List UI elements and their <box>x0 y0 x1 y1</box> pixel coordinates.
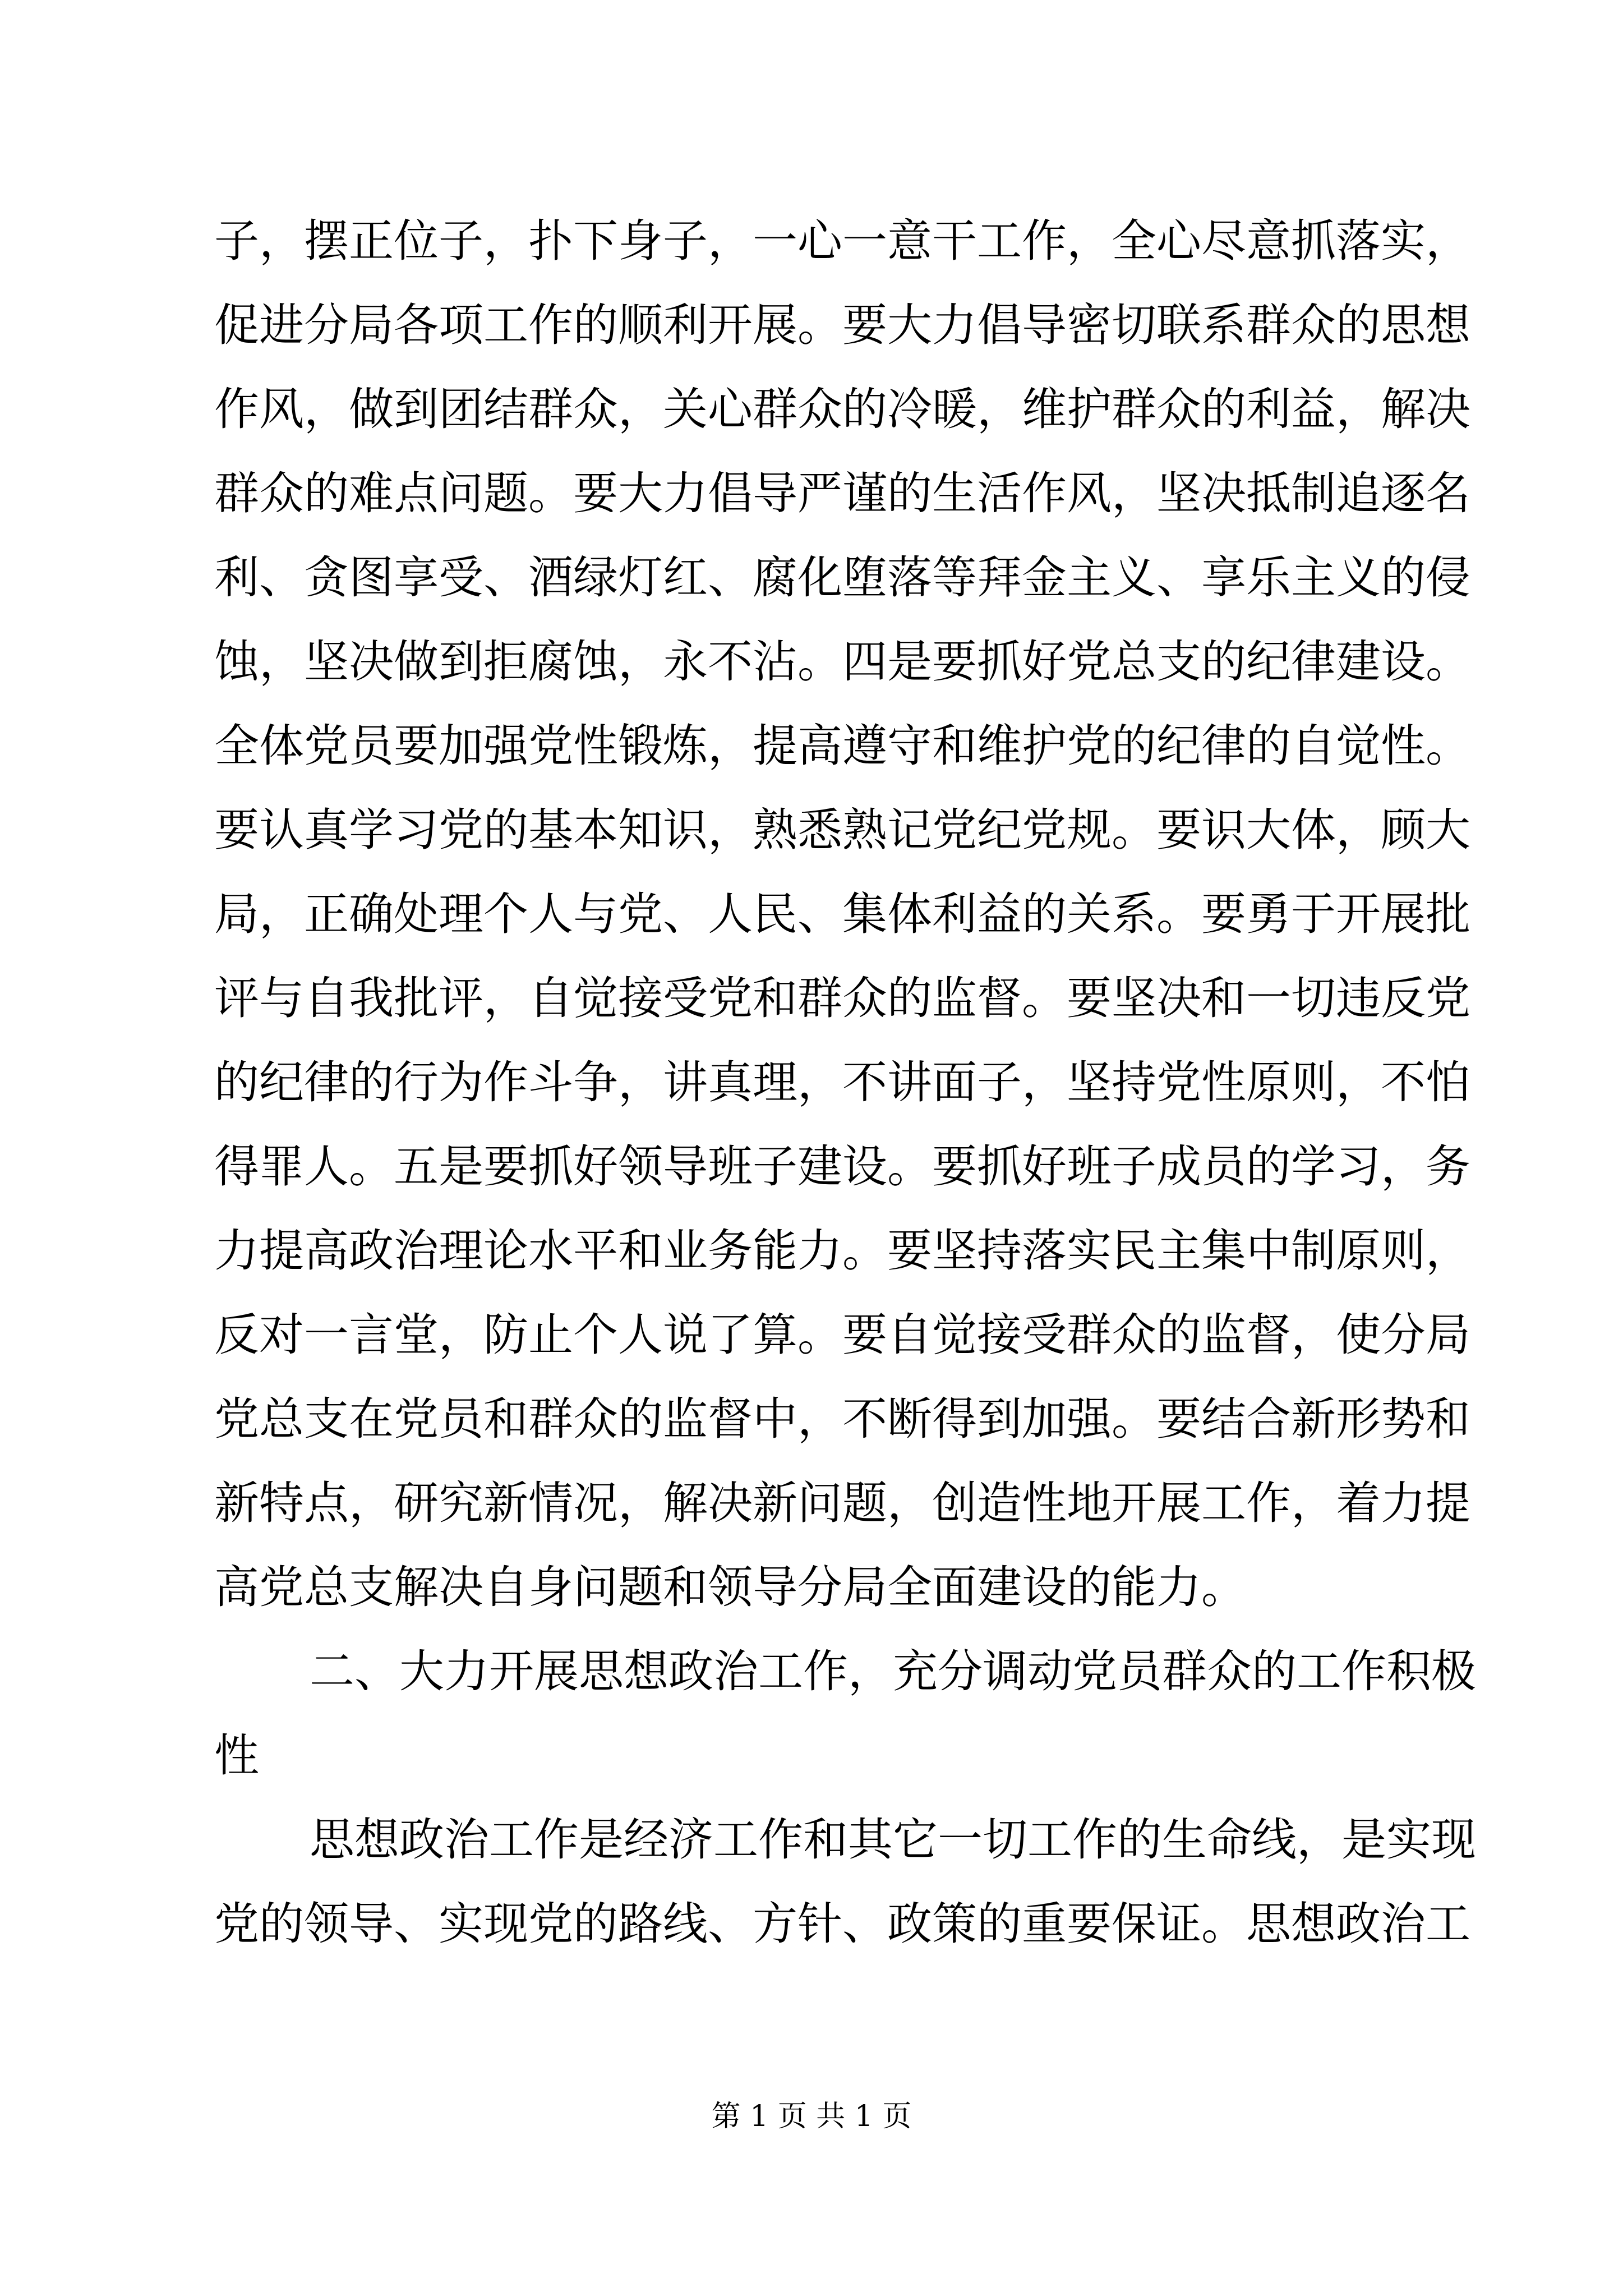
section-heading-line: 二、大力开展思想政治工作，充分调动党员群众的工作积极 <box>310 1645 1476 1697</box>
text-line: 要认真学习党的基本知识，熟悉熟记党纪党规。要识大体，顾大 <box>214 804 1470 856</box>
text-line: 党总支在党员和群众的监督中，不断得到加强。要结合新形势和 <box>214 1393 1470 1445</box>
text-line: 党的领导、实现党的路线、方针、政策的重要保证。思想政治工 <box>214 1898 1470 1950</box>
text-line: 力提高政治理论水平和业务能力。要坚持落实民主集中制原则， <box>214 1225 1470 1277</box>
text-line: 利、贪图享受、酒绿灯红、腐化堕落等拜金主义、享乐主义的侵 <box>214 551 1470 604</box>
text-line: 反对一言堂，防止个人说了算。要自觉接受群众的监督，使分局 <box>214 1309 1470 1361</box>
text-line: 全体党员要加强党性锻炼，提高遵守和维护党的纪律的自觉性。 <box>214 720 1470 772</box>
text-line: 作风，做到团结群众，关心群众的冷暖，维护群众的利益，解决 <box>214 383 1470 435</box>
text-line: 的纪律的行为作斗争，讲真理，不讲面子，坚持党性原则，不怕 <box>214 1056 1470 1108</box>
text-line: 思想政治工作是经济工作和其它一切工作的生命线，是实现 <box>310 1814 1476 1866</box>
page-number-footer: 第 1 页 共 1 页 <box>711 2100 912 2133</box>
section-heading-line: 性 <box>214 1729 259 1782</box>
text-line: 得罪人。五是要抓好领导班子建设。要抓好班子成员的学习，务 <box>214 1140 1470 1193</box>
text-line: 局，正确处理个人与党、人民、集体利益的关系。要勇于开展批 <box>214 888 1470 940</box>
text-line: 新特点，研究新情况，解决新问题，创造性地开展工作，着力提 <box>214 1477 1470 1529</box>
text-line: 蚀，坚决做到拒腐蚀，永不沾。四是要抓好党总支的纪律建设。 <box>214 636 1470 688</box>
text-line: 高党总支解决自身问题和领导分局全面建设的能力。 <box>214 1561 1246 1613</box>
text-line: 子，摆正位子，扑下身子，一心一意干工作，全心尽意抓落实， <box>214 215 1470 267</box>
text-line: 促进分局各项工作的顺利开展。要大力倡导密切联系群众的思想 <box>214 299 1470 351</box>
document-body <box>214 199 1476 1966</box>
text-line: 群众的难点问题。要大力倡导严谨的生活作风，坚决抵制追逐名 <box>214 467 1470 519</box>
text-line: 评与自我批评，自觉接受党和群众的监督。要坚决和一切违反党 <box>214 972 1470 1024</box>
